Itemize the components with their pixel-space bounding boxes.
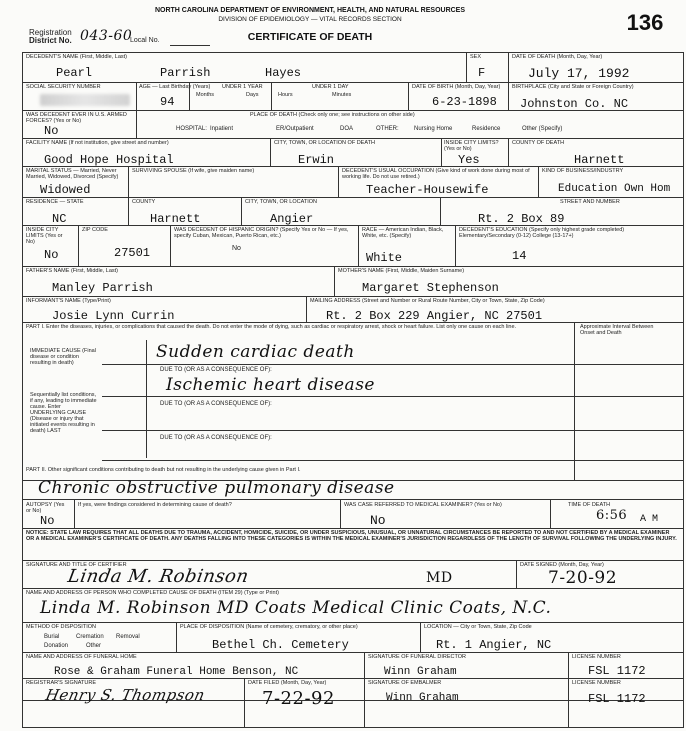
due-to-label-2: DUE TO (OR AS A CONSEQUENCE OF): (160, 401, 272, 407)
time-am-pm: A M (640, 514, 659, 525)
autopsy: No (40, 514, 55, 528)
birthplace: Johnston Co. NC (520, 97, 629, 111)
donation-option: Donation (44, 643, 69, 649)
hours-label: Hours (278, 92, 293, 98)
certifier-signature: Linda M. Robinson (66, 566, 251, 587)
date-filed: 7-22-92 (262, 688, 335, 709)
embalmer-label: SIGNATURE OF EMBALMER (368, 680, 442, 686)
county-of-death-label: COUNTY OF DEATH (512, 140, 565, 146)
doa-option: DOA (340, 126, 354, 132)
days-label: Days (246, 92, 259, 98)
ssn-label: SOCIAL SECURITY NUMBER (26, 84, 101, 90)
hospital-label: HOSPITAL: (176, 126, 207, 132)
due-to-label-3: DUE TO (OR AS A CONSEQUENCE OF): (160, 435, 272, 441)
completed-by-label: NAME AND ADDRESS OF PERSON WHO COMPLETED CAUSE OF DEATH (ITEM 29) (Type or Print) (26, 590, 279, 596)
method-label: METHOD OF DISPOSITION (26, 624, 96, 630)
business: Education Own Hom (558, 183, 671, 195)
residence-county-label: COUNTY (132, 199, 156, 205)
under-1-year-label: UNDER 1 YEAR (222, 84, 263, 90)
disposition-place: Bethel Ch. Cemetery (212, 638, 349, 652)
registrar-label: REGISTRAR'S SIGNATURE (26, 680, 97, 686)
decedent-middle-name: Parrish (160, 66, 211, 80)
mailing-address-label: MAILING ADDRESS (Street and Number or Rural Route Number, City or Town, State, Zip Code) (310, 298, 545, 304)
mailing-address: Rt. 2 Box 229 Angier, NC 27501 (326, 309, 543, 323)
other-option: Other (86, 643, 102, 649)
district-label: District No. (29, 36, 72, 45)
inside-limits-label: INSIDE CITY LIMITS? (Yes or No) (444, 140, 499, 152)
part2-conditions: Chronic obstructive pulmonary disease (38, 478, 395, 498)
race: White (366, 251, 403, 265)
funeral-home-label: NAME AND ADDRESS OF FUNERAL HOME (26, 654, 137, 660)
place-of-death-label: PLACE OF DEATH (Check only one; see instructions on other side) (250, 112, 415, 118)
cause-line-b: Ischemic heart disease (166, 375, 375, 395)
residence-option: Residence (472, 126, 501, 132)
date-signed-label: DATE SIGNED (Month, Day, Year) (520, 562, 604, 568)
certificate-title: CERTIFICATE OF DEATH (247, 31, 373, 43)
disposition-location-label: LOCATION — City or Town, State, Zip Code (424, 624, 532, 630)
license-label: LICENSE NUMBER (572, 654, 621, 660)
division-name: DIVISION OF EPIDEMIOLOGY — VITAL RECORDS SECTION (218, 16, 402, 23)
residence-limits-label: INSIDE CITY LIMITS (Yes or No) (26, 227, 63, 245)
findings-label: If yes, were findings considered in determining cause of death? (78, 502, 232, 508)
nursing-home-option: Nursing Home (414, 126, 453, 132)
medical-examiner-notice: NOTICE: STATE LAW REQUIRES THAT ALL DEATHS DUE TO TRAUMA, ACCIDENT, HOMICIDE, SUICIDE, OR UNDER SUSPICIOUS, UNUSUAL, OR UNNATURAL CIRCUMSTANCES BE REPORTED TO AND NOT CERTIFIED BY A MEDICAL EXAMINER OR A MEDICAL EXAMINER'S CERTIFICATE OF DEATH. ANY DEATHS FALLING INTO THESE CATEGORIES IS WITHIN THE MEDICAL EXAMINER'S JURISDICTION REGARDLESS OF THE LENGTH OF SURVIVAL FOLLOWING THE UNDERLYING INJURY. (26, 530, 677, 542)
referred-label: WAS CASE REFERRED TO MEDICAL EXAMINER? (Yes or No) (344, 502, 502, 508)
part2-label: PART II. Other significant conditions contributing to death but not resulting in the underlying cause given in Part I. (26, 467, 301, 473)
under-1-day-label: UNDER 1 DAY (312, 84, 349, 90)
mother-label: MOTHER'S NAME (First, Middle, Maiden Surname) (338, 268, 465, 274)
business-label: KIND OF BUSINESS/INDUSTRY (542, 168, 624, 174)
education-label: DECEDENT'S EDUCATION (Specify only highest grade completed) Elementary/Secondary (0-12) College (13-17+) (459, 227, 625, 239)
residence-limits: No (44, 248, 59, 262)
facility-label: FACILITY NAME (If not institution, give street and number) (26, 140, 169, 146)
education: 14 (512, 249, 527, 263)
referred: No (370, 513, 386, 528)
armed-forces: No (44, 124, 59, 138)
birthplace-label: BIRTHPLACE (City and State or Foreign Country) (512, 84, 634, 90)
decedent-first-name: Pearl (56, 66, 93, 80)
marital-status: Widowed (40, 183, 91, 197)
license-number-2: FSL 1172 (588, 692, 646, 706)
cause-line-a: Sudden cardiac death (156, 342, 355, 362)
decedent-last-name: Hayes (265, 66, 302, 80)
father-name: Manley Parrish (52, 281, 153, 295)
age-value: 94 (160, 95, 175, 109)
residence-street: Rt. 2 Box 89 (478, 212, 565, 226)
informant-name: Josie Lynn Currin (52, 309, 175, 323)
completed-by: Linda M. Robinson MD Coats Medical Clinic Coats, N.C. (40, 598, 552, 618)
certifier-title: MD (426, 570, 453, 586)
license-number: FSL 1172 (588, 664, 646, 678)
er-option: ER/Outpatient (276, 126, 314, 132)
part1-label: PART I. Enter the diseases, injuries, or complications that caused the death. Do not enter the mode of dying, such as cardiac or respiratory arrest, shock or heart failure. List only one cause on each line. (26, 324, 517, 330)
date-of-birth: 6-23-1898 (432, 95, 497, 109)
funeral-home: Rose & Graham Funeral Home Benson, NC (54, 666, 299, 678)
registration-label: Registration (29, 28, 72, 37)
sequential-label: Sequentially list conditions, if any, leading to immediate cause. Enter UNDERLYING CAUSE (Disease or injury that initiated events resulting in death) LAST (30, 392, 97, 434)
months-label: Months (196, 92, 215, 98)
armed-forces-label: WAS DECEDENT EVER IN U.S. ARMED FORCES? (Yes or No) (26, 112, 127, 124)
disposition-place-label: PLACE OF DISPOSITION (Name of cemetery, crematory, or other place) (180, 624, 358, 630)
interval-label: Approximate Interval Between Onset and Death (580, 324, 654, 336)
time-of-death: 6:56 (596, 508, 628, 523)
name-label: DECEDENT'S NAME (First, Middle, Last) (26, 54, 127, 60)
zip-label: ZIP CODE (82, 227, 108, 233)
cremation-option: Cremation (76, 634, 104, 640)
district-number: 043-60 (80, 28, 133, 44)
director-label: SIGNATURE OF FUNERAL DIRECTOR (368, 654, 466, 660)
sex-value: F (478, 66, 486, 80)
hispanic-value: No (232, 245, 241, 252)
due-to-label-1: DUE TO (OR AS A CONSEQUENCE OF): (160, 367, 272, 373)
license2-label: LICENSE NUMBER (572, 680, 621, 686)
age-label: AGE — Last Birthday (Years) (139, 84, 211, 90)
other-label: OTHER: (376, 126, 399, 132)
time-of-death-label: TIME OF DEATH (568, 502, 611, 508)
informant-label: INFORMANT'S NAME (Type/Print) (26, 298, 111, 304)
date-of-death-label: DATE OF DEATH (Month, Day, Year) (512, 54, 603, 60)
race-label: RACE — American Indian, Black, White, etc. (Specify) (362, 227, 444, 239)
registrar-signature: Henry S. Thompson (44, 686, 207, 704)
redacted-ssn (40, 94, 130, 106)
certificate-number: 136 (626, 10, 664, 35)
county-of-death: Harnett (574, 153, 625, 167)
date-filed-label: DATE FILED (Month, Day, Year) (248, 680, 327, 686)
funeral-director: Winn Graham (384, 666, 457, 678)
embalmer: Winn Graham (386, 692, 459, 704)
inpatient-option: Inpatient (210, 126, 234, 132)
autopsy-label: AUTOPSY (Yes or No) (26, 502, 65, 514)
death-city-label: CITY, TOWN, OR LOCATION OF DEATH (274, 140, 375, 146)
disposition-location: Rt. 1 Angier, NC (436, 638, 552, 652)
inside-limits: Yes (458, 153, 480, 167)
residence-city-label: CITY, TOWN, OR LOCATION (245, 199, 318, 205)
facility-name: Good Hope Hospital (44, 153, 174, 167)
marital-status-label: MARITAL STATUS — Married, Never Married, Widowed, Divorced (Specify) (26, 168, 119, 180)
date-of-death: July 17, 1992 (528, 66, 630, 81)
minutes-label: Minutes (332, 92, 352, 98)
residence-street-label: STREET AND NUMBER (560, 199, 620, 205)
occupation-label: DECEDENT'S USUAL OCCUPATION (Give kind of work done during most of working life. Do not use retired.) (342, 168, 530, 180)
immediate-cause-label: IMMEDIATE CAUSE (Final disease or condition resulting in death) (30, 348, 96, 366)
zip-code: 27501 (114, 246, 151, 260)
burial-option: Burial (44, 634, 60, 640)
department-name: NORTH CAROLINA DEPARTMENT OF ENVIRONMENT, HEALTH, AND NATURAL RESOURCES (154, 7, 466, 14)
residence-state-label: RESIDENCE — STATE (26, 199, 84, 205)
residence-state: NC (52, 212, 67, 226)
spouse-label: SURVIVING SPOUSE (If wife, give maiden name) (132, 168, 255, 174)
residence-county: Harnett (150, 212, 201, 226)
residence-city: Angier (270, 212, 314, 226)
certifier-signature-label: SIGNATURE AND TITLE OF CERTIFIER (26, 562, 127, 568)
occupation: Teacher-Housewife (366, 183, 489, 197)
sex-label: SEX (470, 54, 482, 60)
local-no-label: Local No. (130, 37, 160, 44)
removal-option: Removal (116, 634, 140, 640)
death-city: Erwin (298, 153, 335, 167)
mother-name: Margaret Stephenson (362, 281, 499, 295)
date-signed: 7-20-92 (548, 568, 618, 588)
other-specify-option: Other (Specify) (522, 126, 563, 132)
father-label: FATHER'S NAME (First, Middle, Last) (26, 268, 119, 274)
dob-label: DATE OF BIRTH (Month, Day, Year) (412, 84, 501, 90)
hispanic-label: WAS DECEDENT OF HISPANIC ORIGIN? (Specify Yes or No — If yes, specify Cuban, Mexican, Puerto Rican, etc.) (174, 227, 349, 239)
